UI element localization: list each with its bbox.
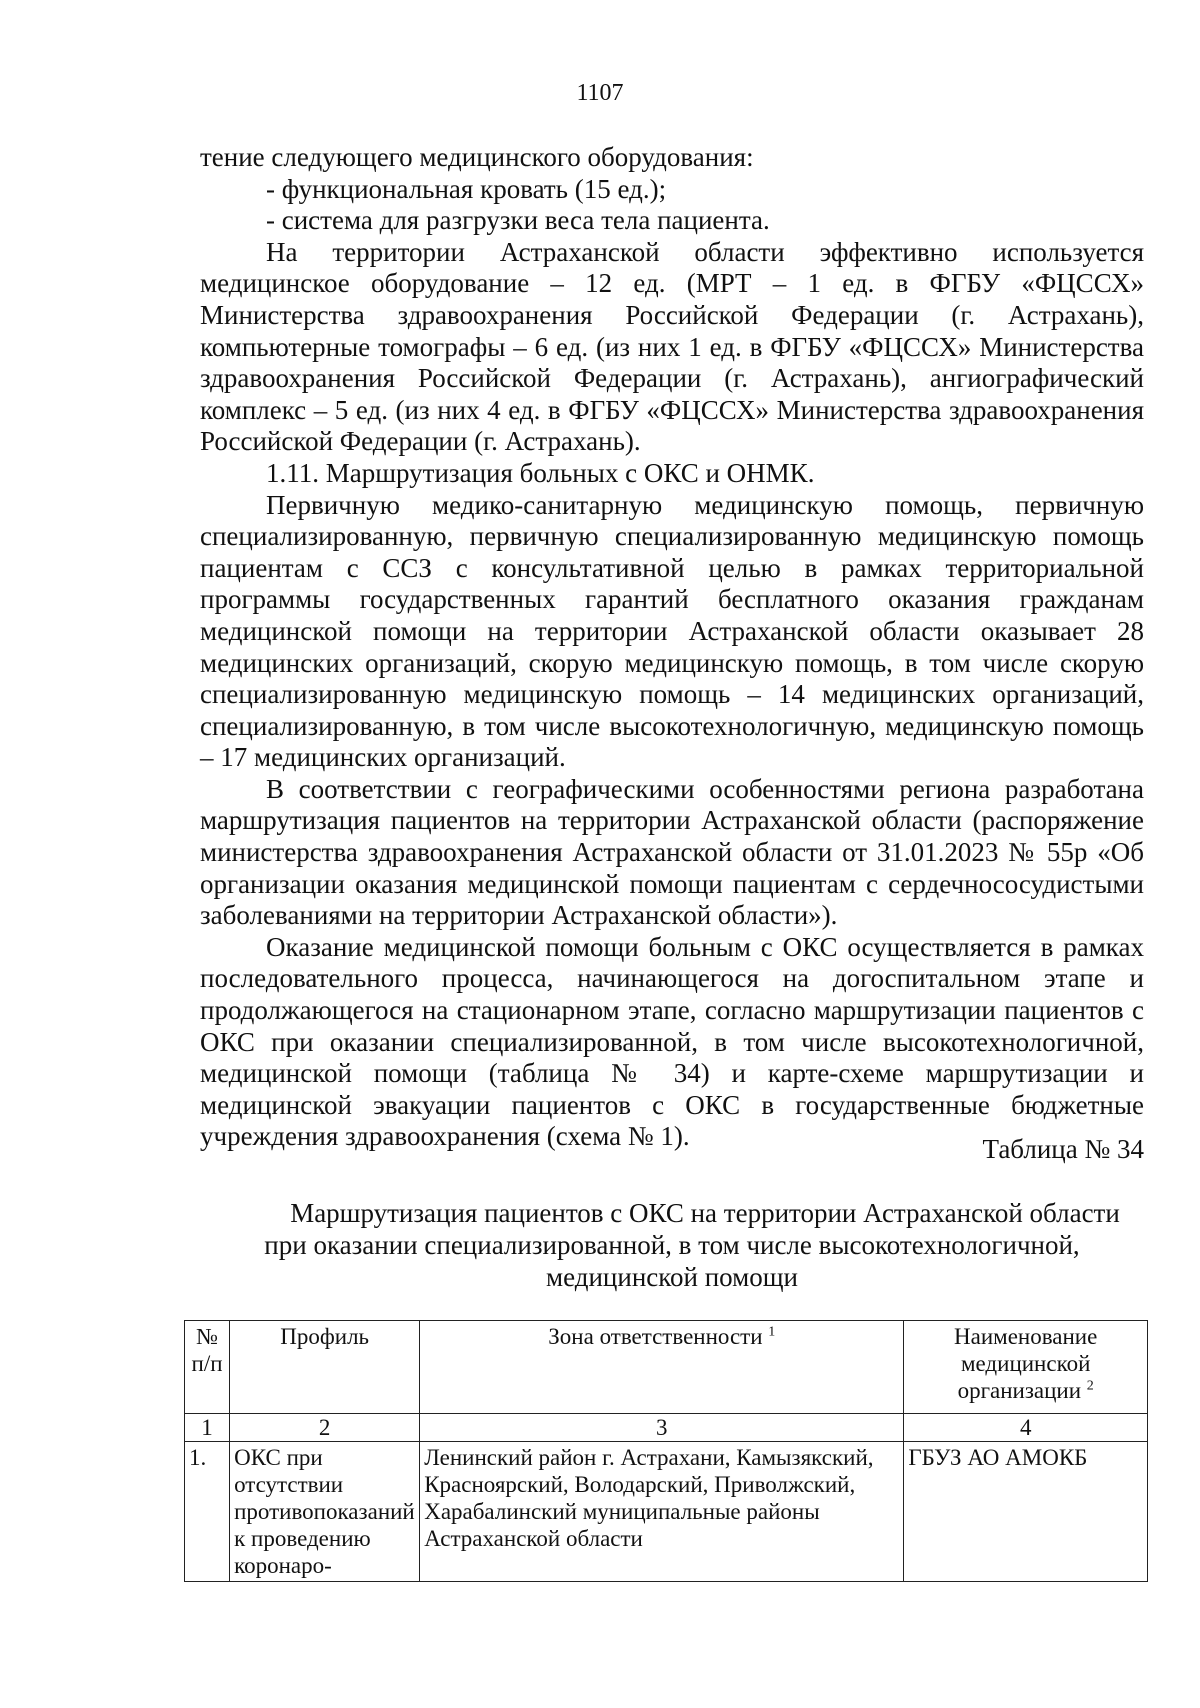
footnote-marker: 1 bbox=[768, 1324, 776, 1340]
column-number-row bbox=[185, 1414, 1148, 1442]
column-number: 2 bbox=[230, 1414, 420, 1442]
paragraph: тение следующего медицинского оборудования: bbox=[200, 142, 754, 172]
column-number: 3 bbox=[420, 1414, 904, 1442]
header-zone-text: Зона ответственности bbox=[548, 1324, 763, 1349]
table-title: Маршрутизация пациентов с ОКС на территории Астраханской области при оказании специализированной, в том числе высокотехнологичной, медицинской помощи bbox=[264, 1198, 1120, 1292]
paragraph: В соответствии с географическими особенностями региона разработана маршрутизация пациентов на территории Астраханской области (распоряжение министерства здравоохранения Астраханской области от 31.01.2023 № 55р «Об организации оказания медицинской помощи пациентам с сердечнососудистыми заболеваниями на территории Астраханской области»). bbox=[200, 773, 1144, 931]
header-organization-text: Наименование медицинской организации bbox=[954, 1324, 1098, 1403]
row-organization: ГБУЗ АО АМОКБ bbox=[904, 1442, 1148, 1582]
table-label: Таблица № 34 bbox=[982, 1134, 1144, 1164]
section-heading: 1.11. Маршрутизация больных с ОКС и ОНМК. bbox=[266, 457, 815, 488]
paragraph: - система для разгрузки веса тела пациента. bbox=[266, 205, 770, 236]
header-profile: Профиль bbox=[230, 1321, 420, 1414]
paragraph: - функциональная кровать (15 ед.); bbox=[266, 173, 667, 204]
row-zone: Ленинский район г. Астрахани, Камызякский, Красноярский, Володарский, Приволжский, Харабалинский муниципальные районы Астраханской области bbox=[420, 1442, 904, 1582]
column-number: 1 bbox=[185, 1414, 230, 1442]
header-organization bbox=[904, 1321, 1148, 1414]
body-text bbox=[200, 142, 1144, 1153]
routing-table bbox=[184, 1320, 1148, 1582]
row-number: 1. bbox=[185, 1442, 230, 1582]
footnote-marker: 2 bbox=[1086, 1378, 1094, 1394]
page-number: 1107 bbox=[576, 80, 624, 106]
column-number: 4 bbox=[904, 1414, 1148, 1442]
paragraph: На территории Астраханской области эффективно используется медицинское оборудование – 12 ед. (МРТ – 1 ед. в ФГБУ «ФЦССХ» Министерства здравоохранения Российской Федерации (г. Астрахань), компьютерные томографы – 6 ед. (из них 1 ед. в ФГБУ «ФЦССХ» Министерства здравоохранения Российской Федерации (г. Астрахань), ангиографический комплекс – 5 ед. (из них 4 ед. в ФГБУ «ФЦССХ» Министерства здравоохранения Российской Федерации (г. Астрахань). bbox=[200, 236, 1144, 457]
paragraph: Оказание медицинской помощи больным с ОКС осуществляется в рамках последовательного процесса, начинающегося на догоспитальном этапе и продолжающегося на стационарном этапе, согласно маршрутизации пациентов с ОКС при оказании специализированной, в том числе высокотехнологичной, медицинской помощи (таблица № 34) и карте-схеме маршрутизации и медицинской эвакуации пациентов с ОКС в государственные бюджетные учреждения здравоохранения (схема № 1). bbox=[200, 931, 1144, 1152]
header-zone bbox=[420, 1321, 904, 1414]
table-row bbox=[185, 1442, 1148, 1582]
row-profile: ОКС при отсутствии противопоказаний к проведению коронаро- bbox=[230, 1442, 420, 1582]
header-number: № п/п bbox=[185, 1321, 230, 1414]
table-header-row bbox=[185, 1321, 1148, 1414]
paragraph: Первичную медико-санитарную медицинскую помощь, первичную специализированную, первичную специализированную медицинскую помощь пациентам с ССЗ с консультативной целью в рамках территориальной программы государственных гарантий бесплатного оказания гражданам медицинской помощи на территории Астраханской области оказывает 28 медицинских организаций, скорую медицинскую помощь, в том числе скорую специализированную медицинскую помощь – 14 медицинских организаций, специализированную, в том числе высокотехнологичную, медицинскую помощь – 17 медицинских организаций. bbox=[200, 489, 1144, 773]
